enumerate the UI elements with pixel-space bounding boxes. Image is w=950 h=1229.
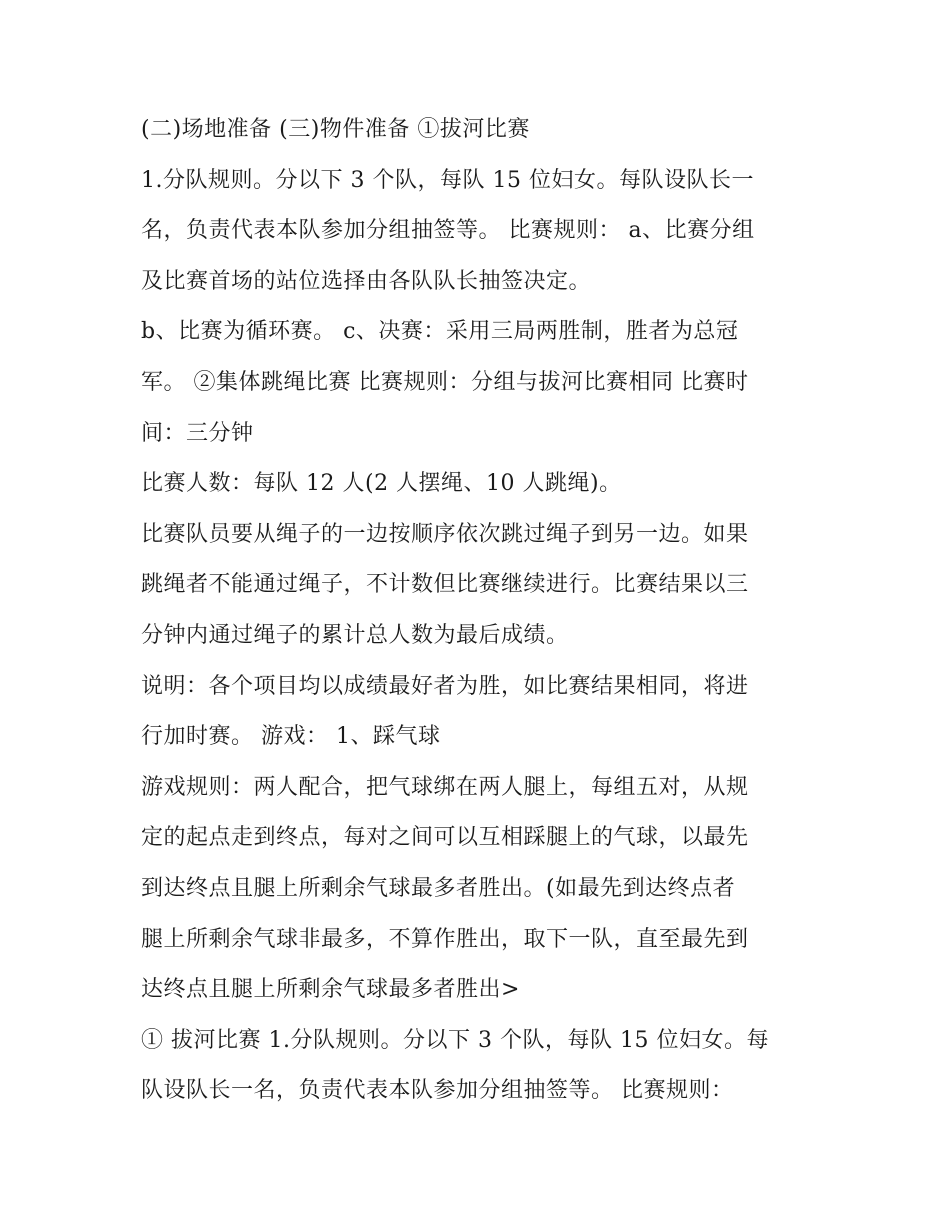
text-line: 行加时赛。 游戏： 1、踩气球 (141, 724, 441, 750)
text-line: (二)场地准备 (三)物件准备 ①拔河比赛 (141, 117, 530, 142)
text-line: 军。 ②集体跳绳比赛 比赛规则：分组与拔河比赛相同 比赛时 (141, 369, 749, 395)
text-line: 达终点且腿上所剩余气球最多者胜出> (141, 977, 520, 1003)
text-line: 名，负责代表本队参加分组抽签等。 比赛规则： a、比赛分组 (141, 218, 755, 244)
text-line: 定的起点走到终点，每对之间可以互相踩腿上的气球，以最先 (141, 825, 749, 851)
text-line: 游戏规则：两人配合，把气球绑在两人腿上，每组五对，从规 (141, 774, 749, 800)
text-line: 到达终点且腿上所剩余气球最多者胜出。(如最先到达终点者 (141, 875, 736, 901)
text-line: 及比赛首场的站位选择由各队队长抽签决定。 (141, 268, 592, 294)
text-line: 腿上所剩余气球非最多，不算作胜出，取下一队，直至最先到 (141, 926, 749, 952)
text-line: 分钟内通过绳子的累计总人数为最后成绩。 (141, 622, 569, 648)
document-body (141, 105, 821, 1117)
text-line: 比赛队员要从绳子的一边按顺序依次跳过绳子到另一边。如果 (141, 521, 749, 547)
text-line: b、比赛为循环赛。 c、决赛：采用三局两胜制，胜者为总冠 (141, 319, 739, 345)
text-line: 跳绳者不能通过绳子，不计数但比赛继续进行。比赛结果以三 (141, 572, 749, 598)
text-line: 说明：各个项目均以成绩最好者为胜，如比赛结果相同，将进 (141, 673, 749, 699)
text-line: ① 拔河比赛 1.分队规则。分以下 3 个队，每队 15 位妇女。每 (141, 1027, 769, 1053)
text-line: 间：三分钟 (141, 420, 254, 446)
text-line: 比赛人数：每队 12 人(2 人摆绳、10 人跳绳)。 (141, 471, 622, 497)
text-line: 队设队长一名，负责代表本队参加分组抽签等。 比赛规则： (141, 1078, 734, 1104)
text-line: 1.分队规则。分以下 3 个队，每队 15 位妇女。每队设队长一 (141, 167, 754, 193)
